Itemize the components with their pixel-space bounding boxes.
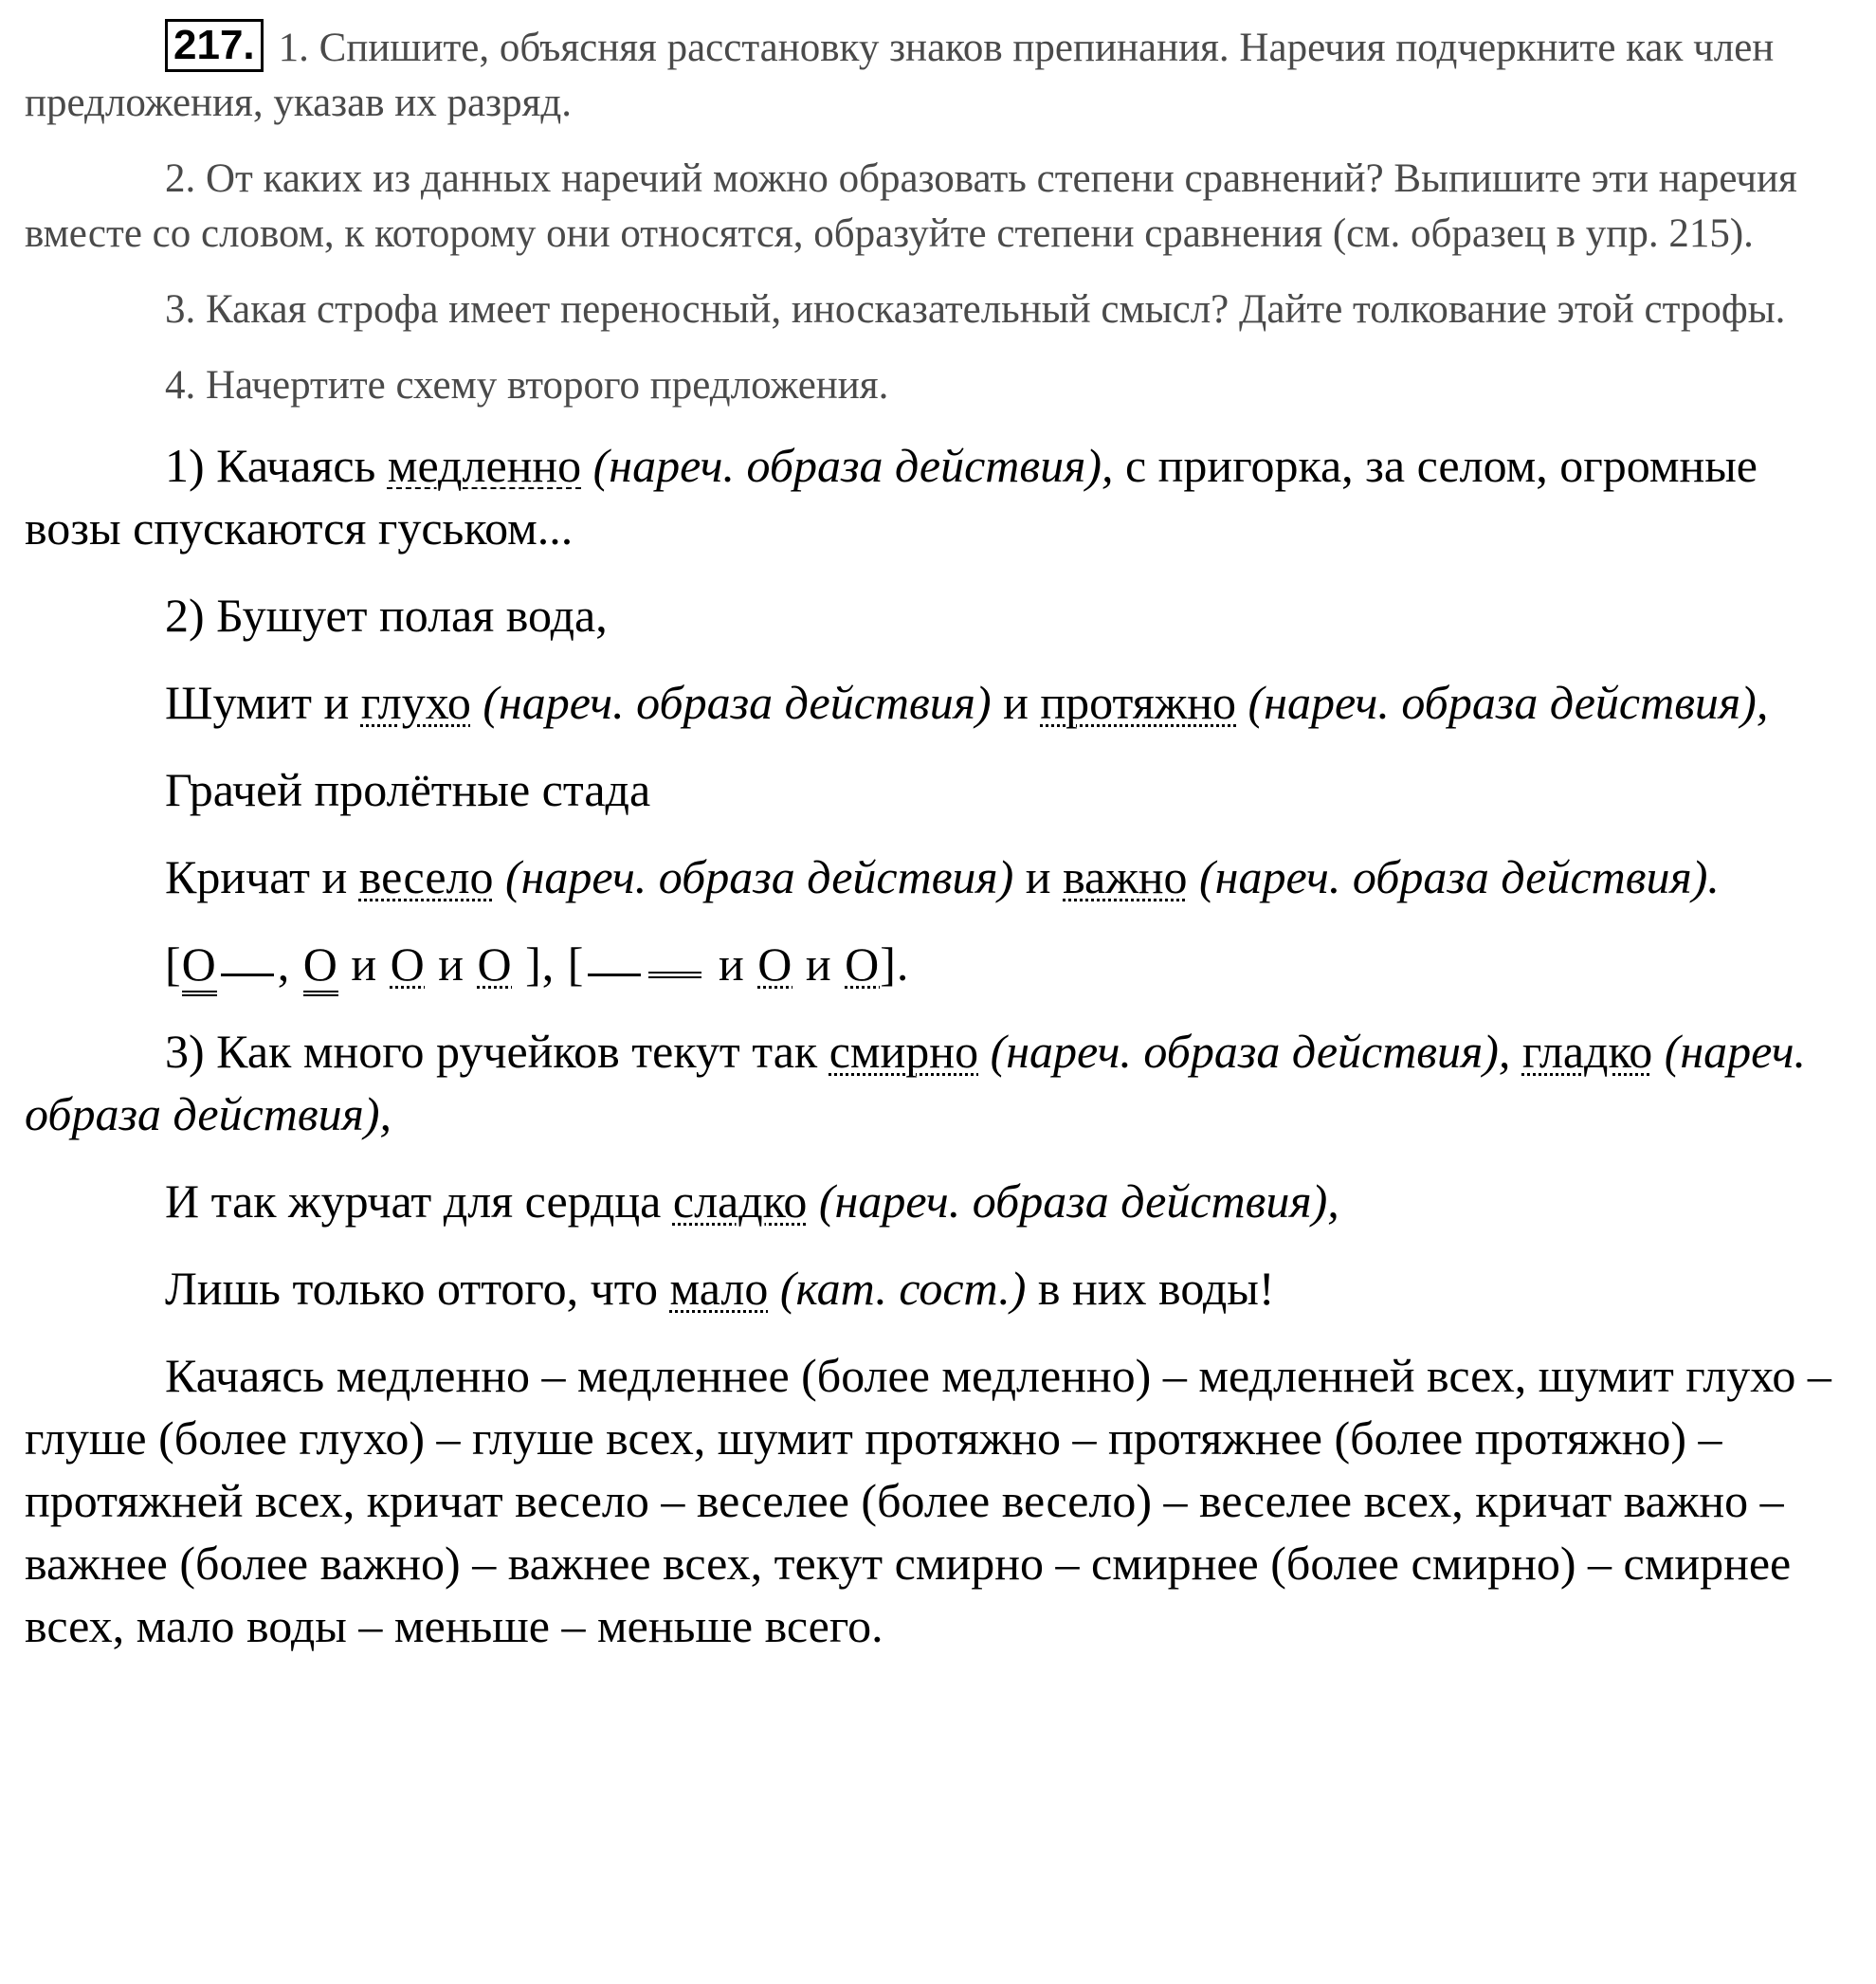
scheme-conjunction: и xyxy=(337,937,391,991)
poem-line-5 xyxy=(25,1020,1857,1145)
poem-line-7 xyxy=(25,1257,1857,1320)
adverb-gladko: гладко xyxy=(1521,1025,1653,1078)
adverb-glukho: глухо xyxy=(360,676,471,729)
scheme-predicate xyxy=(221,974,274,976)
adverb-note: (нареч. образа действия), xyxy=(25,1025,1807,1140)
poem-line-5-text: 3) Как много ручейков текут так xyxy=(165,1025,829,1078)
adverb-smirno: смирно xyxy=(829,1025,979,1078)
poem-line-7-text: Лишь только оттого, что xyxy=(165,1262,670,1315)
sentence-1-text: 1) Качаясь xyxy=(165,439,388,492)
adverb-note: (нареч. образа действия) xyxy=(493,850,1014,903)
poem-line-1: 2) Бушует полая вода, xyxy=(165,589,608,642)
scheme-subject: О xyxy=(182,937,217,996)
scheme-adverbial: О xyxy=(390,937,426,991)
comparison-paragraph: Качаясь медленно – медленнее (более медленно) – медленней всех, шумит глухо – глуше (более глухо) – глуше всех, шумит протяжно – протяжнее (более протяжно) – протяжней всех, кричат весело – веселее (более весело) – веселее всех, кричат важно – важнее (более важно) – важнее всех, текут смирно – смирнее (более смирно) – смирнее всех, мало воды – меньше – меньше всего. xyxy=(25,1349,1831,1652)
scheme-bracket: ], [ xyxy=(512,937,585,991)
scheme-conjunction: и xyxy=(705,937,758,991)
adverb-note: (нареч. образа действия) xyxy=(470,676,992,729)
scheme-bracket: [ xyxy=(165,937,182,991)
adverb-note: (нареч. образа действия), xyxy=(978,1025,1511,1078)
adverb-medlenno: медленно xyxy=(387,439,582,492)
scheme-conjunction: и xyxy=(792,937,846,991)
poem-line-7-rest: в них воды! xyxy=(1026,1262,1275,1315)
answer-block xyxy=(25,434,1857,1320)
poem-line-6-text: И так журчат для сердца xyxy=(165,1174,673,1228)
scheme-subject-line xyxy=(648,972,701,978)
task-item-3: 3. Какая строфа имеет переносный, иносказательный смысл? Дайте толкование этой строфы. xyxy=(165,287,1786,332)
task-item-1-paragraph xyxy=(25,19,1857,131)
scheme-bracket: ]. xyxy=(880,937,910,991)
task-item-2: 2. От каких из данных наречий можно образовать степени сравнений? Выпишите эти наречия вместе со словом, к которому они относятся, образуйте степени сравнения (см. образец в упр. 215). xyxy=(25,156,1797,256)
scheme-adverbial: О xyxy=(757,937,793,991)
poem-line-6 xyxy=(25,1170,1857,1232)
poem-line-4-text: Кричат и xyxy=(165,850,359,903)
comparison-block xyxy=(25,1344,1857,1657)
exercise-number: 217. xyxy=(165,19,264,72)
adverb-note: (нареч. образа действия), xyxy=(1236,676,1769,729)
sentence-scheme xyxy=(25,933,1857,995)
task-block xyxy=(25,19,1857,413)
poem-line-4 xyxy=(25,846,1857,908)
scheme-adverbial: О xyxy=(477,937,513,991)
poem-line-3: Грачей пролётные стада xyxy=(165,763,651,816)
scheme-predicate xyxy=(588,974,641,976)
task-item-1: 1. Спишите, объясняя расстановку знаков препинания. Наречия подчеркните как член предложения, указав их разряд. xyxy=(25,26,1775,125)
sentence-1-rest: с пригорка, за селом, огромные возы спускаются гуськом... xyxy=(25,439,1758,555)
adverb-protyazhno: протяжно xyxy=(1040,676,1236,729)
sentence-1 xyxy=(25,434,1857,559)
scheme-comma: , xyxy=(277,937,303,991)
adverb-note: (нареч. образа действия), xyxy=(581,439,1114,492)
predicate-malo: мало xyxy=(669,1262,769,1315)
adverb-note: (нареч. образа действия). xyxy=(1187,850,1720,903)
conjunction: и xyxy=(1013,850,1064,903)
adverb-vazhno: важно xyxy=(1063,850,1188,903)
adverb-veselo: весело xyxy=(358,850,494,903)
category-note: (кат. сост.) xyxy=(768,1262,1027,1315)
conjunction: и xyxy=(991,676,1041,729)
poem-line-2 xyxy=(25,671,1857,734)
scheme-adverbial: О xyxy=(845,937,881,991)
scheme-conjunction: и xyxy=(425,937,478,991)
adverb-sladko: сладко xyxy=(672,1174,808,1228)
adverb-note: (нареч. образа действия), xyxy=(807,1174,1339,1228)
scheme-subject: О xyxy=(303,937,338,996)
task-item-4: 4. Начертите схему второго предложения. xyxy=(165,363,889,408)
poem-line-2-text: Шумит и xyxy=(165,676,361,729)
